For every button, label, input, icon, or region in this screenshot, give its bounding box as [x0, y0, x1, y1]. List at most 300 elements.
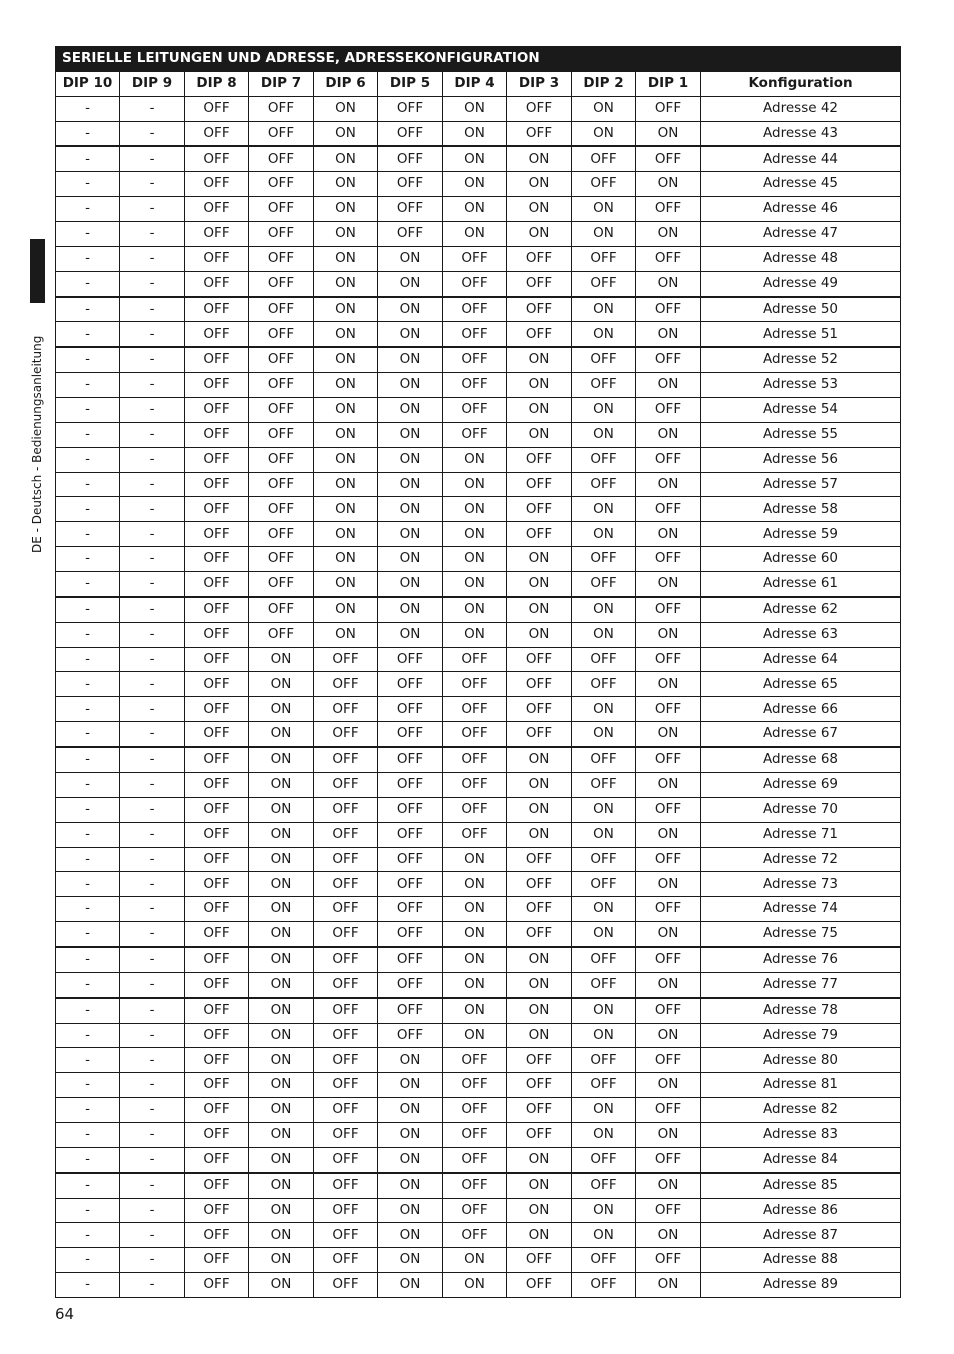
dip-cell: ON	[378, 246, 443, 271]
dip-cell: ON	[249, 897, 314, 922]
dip-cell: OFF	[378, 772, 443, 797]
column-header: DIP 5	[378, 71, 443, 96]
dip-cell: -	[120, 422, 185, 447]
dip-cell: OFF	[185, 1248, 249, 1273]
dip-cell: ON	[314, 622, 378, 647]
dip-cell: OFF	[572, 447, 636, 472]
dip-cell: -	[56, 146, 120, 171]
dip-cell: OFF	[185, 422, 249, 447]
dip-switch-address-table	[55, 46, 901, 1298]
table-row	[56, 872, 901, 897]
dip-cell: OFF	[185, 597, 249, 622]
config-cell: Adresse 59	[701, 522, 901, 547]
dip-cell: -	[56, 271, 120, 296]
dip-cell: -	[120, 1023, 185, 1048]
dip-cell: -	[56, 1048, 120, 1073]
dip-cell: OFF	[185, 472, 249, 497]
column-header: DIP 8	[185, 71, 249, 96]
dip-cell: OFF	[443, 647, 507, 672]
dip-cell: OFF	[507, 497, 572, 522]
dip-cell: ON	[378, 597, 443, 622]
dip-cell: -	[120, 947, 185, 972]
dip-cell: ON	[636, 672, 701, 697]
dip-cell: ON	[314, 347, 378, 372]
config-cell: Adresse 72	[701, 847, 901, 872]
config-cell: Adresse 47	[701, 222, 901, 247]
config-cell: Adresse 76	[701, 947, 901, 972]
dip-cell: ON	[314, 373, 378, 398]
table-title-row	[56, 47, 901, 72]
dip-cell: OFF	[636, 1147, 701, 1172]
dip-cell: OFF	[185, 647, 249, 672]
dip-cell: ON	[636, 772, 701, 797]
dip-cell: OFF	[572, 172, 636, 197]
dip-cell: OFF	[185, 497, 249, 522]
dip-cell: ON	[507, 747, 572, 772]
dip-cell: -	[120, 1248, 185, 1273]
dip-cell: OFF	[443, 822, 507, 847]
dip-cell: OFF	[314, 998, 378, 1023]
dip-cell: ON	[443, 1273, 507, 1298]
dip-cell: OFF	[249, 322, 314, 347]
dip-cell: OFF	[507, 1098, 572, 1123]
dip-cell: OFF	[443, 373, 507, 398]
config-cell: Adresse 61	[701, 572, 901, 597]
dip-cell: OFF	[507, 1248, 572, 1273]
dip-cell: -	[120, 121, 185, 146]
dip-cell: ON	[443, 172, 507, 197]
dip-cell: ON	[249, 1098, 314, 1123]
column-header: DIP 3	[507, 71, 572, 96]
dip-cell: OFF	[507, 922, 572, 947]
dip-cell: OFF	[507, 672, 572, 697]
dip-cell: -	[120, 172, 185, 197]
dip-cell: -	[120, 398, 185, 423]
table-row	[56, 197, 901, 222]
table-row	[56, 647, 901, 672]
dip-cell: -	[56, 797, 120, 822]
dip-cell: OFF	[572, 947, 636, 972]
dip-cell: ON	[507, 547, 572, 572]
dip-cell: OFF	[572, 572, 636, 597]
dip-cell: ON	[636, 1273, 701, 1298]
dip-cell: OFF	[185, 822, 249, 847]
table-row	[56, 172, 901, 197]
dip-cell: ON	[443, 922, 507, 947]
dip-cell: -	[56, 872, 120, 897]
dip-cell: OFF	[572, 847, 636, 872]
dip-cell: OFF	[185, 146, 249, 171]
table-row	[56, 1273, 901, 1298]
dip-cell: ON	[443, 522, 507, 547]
dip-cell: OFF	[378, 672, 443, 697]
dip-cell: OFF	[572, 1073, 636, 1098]
dip-cell: ON	[443, 947, 507, 972]
dip-cell: ON	[378, 322, 443, 347]
dip-cell: OFF	[314, 897, 378, 922]
dip-cell: OFF	[378, 922, 443, 947]
dip-cell: OFF	[185, 947, 249, 972]
dip-cell: OFF	[378, 222, 443, 247]
dip-cell: ON	[507, 1173, 572, 1198]
dip-cell: OFF	[636, 847, 701, 872]
dip-cell: OFF	[636, 398, 701, 423]
table-row	[56, 1122, 901, 1147]
config-cell: Adresse 60	[701, 547, 901, 572]
dip-cell: OFF	[636, 197, 701, 222]
table-row	[56, 422, 901, 447]
config-cell: Adresse 89	[701, 1273, 901, 1298]
config-cell: Adresse 44	[701, 146, 901, 171]
table-row	[56, 96, 901, 121]
dip-cell: -	[56, 522, 120, 547]
dip-cell: OFF	[378, 172, 443, 197]
table-row	[56, 747, 901, 772]
dip-cell: -	[120, 297, 185, 322]
dip-cell: OFF	[443, 1198, 507, 1223]
table-row	[56, 672, 901, 697]
config-cell: Adresse 71	[701, 822, 901, 847]
table-title: SERIELLE LEITUNGEN UND ADRESSE, ADRESSEKONFIGURATION	[56, 47, 901, 72]
side-tab-marker	[30, 239, 45, 303]
dip-cell: OFF	[636, 146, 701, 171]
dip-cell: ON	[378, 347, 443, 372]
config-cell: Adresse 51	[701, 322, 901, 347]
dip-cell: ON	[378, 1273, 443, 1298]
config-cell: Adresse 54	[701, 398, 901, 423]
dip-cell: OFF	[572, 373, 636, 398]
dip-cell: OFF	[507, 96, 572, 121]
table-row	[56, 622, 901, 647]
config-cell: Adresse 42	[701, 96, 901, 121]
dip-cell: OFF	[249, 398, 314, 423]
dip-cell: -	[56, 447, 120, 472]
dip-cell: OFF	[185, 572, 249, 597]
table-row	[56, 1147, 901, 1172]
dip-cell: ON	[507, 822, 572, 847]
dip-cell: -	[120, 146, 185, 171]
dip-cell: ON	[249, 1223, 314, 1248]
table-row	[56, 347, 901, 372]
dip-cell: -	[120, 872, 185, 897]
dip-cell: OFF	[378, 697, 443, 722]
dip-cell: ON	[443, 472, 507, 497]
dip-cell: OFF	[443, 747, 507, 772]
dip-cell: ON	[249, 647, 314, 672]
dip-cell: OFF	[185, 1023, 249, 1048]
dip-cell: ON	[378, 297, 443, 322]
dip-cell: -	[56, 647, 120, 672]
dip-cell: -	[56, 1098, 120, 1123]
dip-cell: ON	[249, 747, 314, 772]
table-row	[56, 697, 901, 722]
dip-cell: -	[120, 96, 185, 121]
dip-cell: ON	[507, 622, 572, 647]
dip-cell: OFF	[572, 747, 636, 772]
dip-cell: OFF	[185, 197, 249, 222]
dip-cell: ON	[443, 597, 507, 622]
dip-cell: ON	[572, 398, 636, 423]
dip-cell: OFF	[443, 672, 507, 697]
page-number: 64	[55, 1305, 75, 1323]
dip-cell: OFF	[443, 722, 507, 747]
dip-cell: ON	[249, 722, 314, 747]
dip-cell: ON	[572, 121, 636, 146]
dip-cell: ON	[378, 622, 443, 647]
dip-cell: OFF	[185, 347, 249, 372]
dip-cell: OFF	[378, 146, 443, 171]
table-row	[56, 246, 901, 271]
dip-cell: OFF	[636, 897, 701, 922]
dip-cell: OFF	[185, 1048, 249, 1073]
dip-cell: ON	[314, 96, 378, 121]
dip-cell: OFF	[443, 271, 507, 296]
dip-cell: ON	[572, 297, 636, 322]
dip-cell: OFF	[572, 1248, 636, 1273]
dip-cell: ON	[443, 497, 507, 522]
dip-cell: ON	[636, 922, 701, 947]
config-cell: Adresse 87	[701, 1223, 901, 1248]
dip-cell: ON	[443, 222, 507, 247]
dip-cell: ON	[378, 547, 443, 572]
dip-cell: OFF	[443, 1173, 507, 1198]
dip-cell: OFF	[572, 1273, 636, 1298]
dip-cell: -	[56, 1147, 120, 1172]
dip-cell: ON	[314, 547, 378, 572]
dip-cell: ON	[443, 1023, 507, 1048]
dip-cell: OFF	[636, 1098, 701, 1123]
dip-cell: OFF	[185, 847, 249, 872]
dip-cell: OFF	[572, 472, 636, 497]
table-row	[56, 822, 901, 847]
dip-cell: ON	[249, 998, 314, 1023]
dip-cell: OFF	[185, 522, 249, 547]
dip-cell: OFF	[507, 322, 572, 347]
config-cell: Adresse 82	[701, 1098, 901, 1123]
dip-cell: OFF	[507, 522, 572, 547]
dip-cell: ON	[636, 972, 701, 997]
dip-cell: ON	[314, 246, 378, 271]
dip-cell: OFF	[249, 146, 314, 171]
dip-cell: OFF	[572, 271, 636, 296]
dip-cell: OFF	[185, 672, 249, 697]
table-row	[56, 297, 901, 322]
dip-cell: OFF	[507, 847, 572, 872]
dip-cell: ON	[249, 1122, 314, 1147]
dip-cell: ON	[636, 271, 701, 296]
dip-cell: OFF	[636, 297, 701, 322]
dip-cell: OFF	[314, 1248, 378, 1273]
dip-cell: OFF	[443, 697, 507, 722]
dip-cell: ON	[378, 398, 443, 423]
dip-cell: ON	[314, 197, 378, 222]
dip-cell: ON	[314, 522, 378, 547]
table-row	[56, 472, 901, 497]
dip-cell: ON	[314, 597, 378, 622]
dip-cell: OFF	[572, 1173, 636, 1198]
dip-cell: ON	[636, 373, 701, 398]
dip-cell: ON	[249, 947, 314, 972]
dip-cell: -	[120, 1273, 185, 1298]
dip-cell: ON	[249, 772, 314, 797]
dip-cell: OFF	[443, 1223, 507, 1248]
dip-cell: -	[120, 1048, 185, 1073]
dip-cell: ON	[378, 447, 443, 472]
dip-cell: ON	[443, 1248, 507, 1273]
dip-cell: -	[120, 1147, 185, 1172]
dip-cell: OFF	[314, 872, 378, 897]
dip-cell: ON	[249, 1248, 314, 1273]
dip-cell: ON	[507, 422, 572, 447]
dip-cell: ON	[314, 497, 378, 522]
dip-cell: -	[56, 897, 120, 922]
dip-cell: ON	[378, 1073, 443, 1098]
dip-cell: -	[56, 472, 120, 497]
dip-cell: ON	[572, 222, 636, 247]
dip-cell: OFF	[443, 347, 507, 372]
config-cell: Adresse 69	[701, 772, 901, 797]
dip-cell: -	[56, 1073, 120, 1098]
config-cell: Adresse 68	[701, 747, 901, 772]
dip-cell: OFF	[185, 1098, 249, 1123]
dip-cell: -	[56, 246, 120, 271]
dip-cell: OFF	[185, 622, 249, 647]
dip-cell: -	[120, 572, 185, 597]
dip-cell: -	[56, 697, 120, 722]
table-row	[56, 722, 901, 747]
dip-cell: OFF	[572, 547, 636, 572]
dip-cell: ON	[249, 1073, 314, 1098]
dip-cell: OFF	[185, 1273, 249, 1298]
table-row	[56, 797, 901, 822]
table-row	[56, 146, 901, 171]
config-cell: Adresse 85	[701, 1173, 901, 1198]
dip-cell: ON	[378, 1223, 443, 1248]
dip-cell: OFF	[314, 1173, 378, 1198]
dip-cell: ON	[636, 172, 701, 197]
dip-cell: ON	[378, 1248, 443, 1273]
dip-cell: OFF	[572, 1048, 636, 1073]
dip-cell: OFF	[636, 547, 701, 572]
dip-cell: OFF	[443, 322, 507, 347]
dip-cell: OFF	[443, 772, 507, 797]
dip-cell: ON	[378, 572, 443, 597]
config-cell: Adresse 78	[701, 998, 901, 1023]
dip-cell: OFF	[185, 1147, 249, 1172]
dip-cell: ON	[572, 797, 636, 822]
dip-cell: ON	[249, 1198, 314, 1223]
config-cell: Adresse 49	[701, 271, 901, 296]
dip-cell: ON	[443, 447, 507, 472]
dip-cell: -	[120, 697, 185, 722]
dip-cell: OFF	[185, 747, 249, 772]
config-cell: Adresse 62	[701, 597, 901, 622]
dip-cell: OFF	[572, 872, 636, 897]
dip-cell: OFF	[378, 747, 443, 772]
dip-cell: OFF	[314, 847, 378, 872]
config-cell: Adresse 77	[701, 972, 901, 997]
dip-cell: OFF	[185, 972, 249, 997]
dip-cell: OFF	[572, 972, 636, 997]
config-cell: Adresse 75	[701, 922, 901, 947]
dip-cell: OFF	[185, 1073, 249, 1098]
dip-cell: OFF	[636, 96, 701, 121]
table-row	[56, 1223, 901, 1248]
dip-cell: ON	[636, 322, 701, 347]
table-row	[56, 572, 901, 597]
dip-cell: OFF	[185, 322, 249, 347]
config-cell: Adresse 46	[701, 197, 901, 222]
config-cell: Adresse 56	[701, 447, 901, 472]
dip-cell: OFF	[507, 697, 572, 722]
dip-cell: -	[56, 121, 120, 146]
table-row	[56, 522, 901, 547]
dip-cell: ON	[378, 472, 443, 497]
dip-cell: OFF	[507, 472, 572, 497]
dip-cell: OFF	[572, 347, 636, 372]
dip-cell: ON	[507, 1023, 572, 1048]
dip-cell: -	[120, 222, 185, 247]
dip-cell: OFF	[507, 121, 572, 146]
dip-cell: OFF	[507, 246, 572, 271]
table-row	[56, 772, 901, 797]
dip-cell: OFF	[185, 872, 249, 897]
dip-cell: ON	[636, 422, 701, 447]
dip-cell: ON	[443, 998, 507, 1023]
config-cell: Adresse 57	[701, 472, 901, 497]
dip-cell: OFF	[443, 1147, 507, 1172]
dip-cell: ON	[572, 897, 636, 922]
config-cell: Adresse 74	[701, 897, 901, 922]
config-cell: Adresse 43	[701, 121, 901, 146]
config-cell: Adresse 67	[701, 722, 901, 747]
dip-cell: ON	[378, 1147, 443, 1172]
dip-cell: ON	[443, 146, 507, 171]
table-row	[56, 897, 901, 922]
dip-cell: OFF	[443, 797, 507, 822]
dip-cell: OFF	[249, 172, 314, 197]
table-row	[56, 497, 901, 522]
dip-cell: OFF	[636, 447, 701, 472]
column-header: DIP 4	[443, 71, 507, 96]
dip-cell: OFF	[314, 1122, 378, 1147]
dip-cell: OFF	[443, 422, 507, 447]
column-header: DIP 6	[314, 71, 378, 96]
table-row	[56, 271, 901, 296]
column-header: DIP 2	[572, 71, 636, 96]
dip-cell: -	[56, 172, 120, 197]
dip-cell: -	[56, 1223, 120, 1248]
dip-cell: -	[120, 373, 185, 398]
table-row	[56, 947, 901, 972]
dip-cell: OFF	[636, 1198, 701, 1223]
dip-cell: ON	[443, 572, 507, 597]
config-cell: Adresse 86	[701, 1198, 901, 1223]
dip-cell: -	[56, 347, 120, 372]
dip-cell: ON	[443, 897, 507, 922]
dip-cell: ON	[249, 672, 314, 697]
dip-cell: -	[56, 373, 120, 398]
dip-cell: ON	[249, 847, 314, 872]
dip-cell: OFF	[249, 597, 314, 622]
dip-cell: OFF	[443, 398, 507, 423]
dip-cell: OFF	[314, 772, 378, 797]
dip-cell: -	[120, 547, 185, 572]
dip-cell: OFF	[507, 447, 572, 472]
config-cell: Adresse 84	[701, 1147, 901, 1172]
dip-cell: OFF	[185, 172, 249, 197]
dip-cell: -	[120, 1198, 185, 1223]
